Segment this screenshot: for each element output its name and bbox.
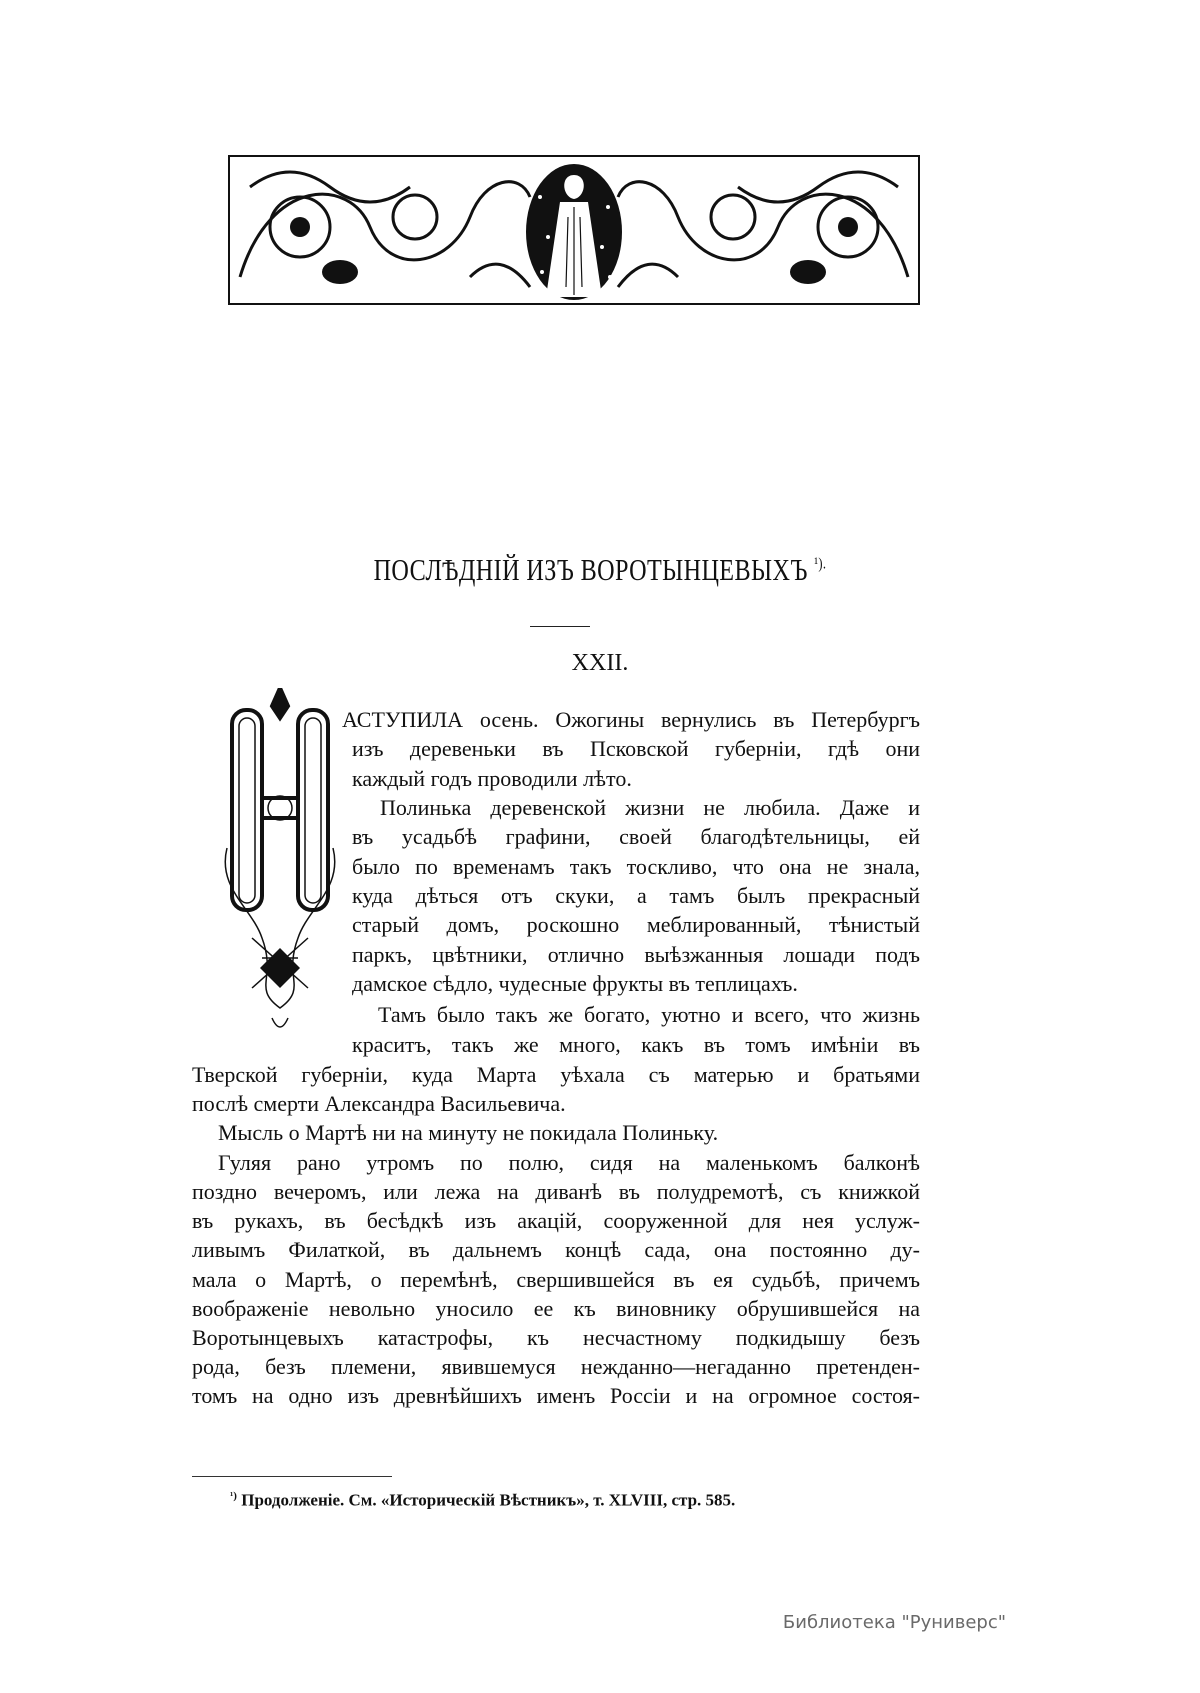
- title-divider: [530, 626, 590, 627]
- text-line: въ усадьбѣ графини, своей благодѣтельницы, ей: [352, 824, 920, 849]
- ornamental-headpiece: [228, 155, 920, 305]
- headpiece-ornament-icon: [230, 157, 918, 303]
- library-watermark: Библиотека "Руниверс": [782, 1612, 1006, 1633]
- title-text: ПОСЛѢДНІЙ ИЗЪ ВОРОТЫНЦЕВЫХЪ: [373, 552, 808, 587]
- ornamental-letter-icon: [222, 688, 340, 1036]
- text-line: Гуляя рано утромъ по полю, сидя на маленькомъ балконѣ: [218, 1150, 920, 1175]
- text-line: изъ деревеньки въ Псковской губерніи, гдѣ они: [352, 736, 920, 761]
- dropcap-initial: [222, 688, 340, 1036]
- text-line: старый домъ, роскошно меблированный, тѣнистый: [352, 912, 920, 937]
- text-line: послѣ смерти Александра Васильевича.: [192, 1091, 566, 1116]
- text-line: мала о Мартѣ, о перемѣнѣ, свершившейся въ ея судьбѣ, причемъ: [192, 1267, 920, 1292]
- text-line: ливымъ Филаткой, въ дальнемъ концѣ сада, она постоянно ду-: [192, 1237, 920, 1262]
- title-footnote-ref: ¹).: [814, 555, 827, 573]
- text-line: томъ на одно изъ древнѣйшихъ именъ Россіи и на огромное состоя-: [192, 1383, 920, 1408]
- article-title: [132, 552, 1068, 588]
- text-line: рода, безъ племени, явившемуся нежданно—негаданно претенден-: [192, 1354, 920, 1379]
- footnote-mark: ¹): [230, 1490, 237, 1502]
- text-line: Тверской губерніи, куда Марта уѣхала съ матерью и братьями: [192, 1062, 920, 1087]
- text-line: дамское сѣдло, чудесные фрукты въ теплицахъ.: [352, 971, 798, 996]
- text-line: АСТУПИЛА осень. Ожогины вернулись въ Петербургъ: [342, 707, 920, 732]
- chapter-number: XXII.: [571, 650, 629, 676]
- text-line: Мысль о Мартѣ ни на минуту не покидала Полиньку.: [218, 1120, 719, 1145]
- text-line: каждый годъ проводили лѣто.: [352, 766, 632, 791]
- text-line: паркъ, цвѣтники, отлично выѣзжанныя лошади подъ: [352, 942, 920, 967]
- text-line: воображеніе невольно уносило ее къ виновнику обрушившейся на: [192, 1296, 920, 1321]
- text-line: поздно вечеромъ, или лежа на диванѣ въ полудремотѣ, съ книжкой: [192, 1179, 920, 1204]
- text-line: Полинька деревенской жизни не любила. Даже и: [380, 795, 920, 820]
- text-line: краситъ, такъ же много, какъ въ томъ имѣніи въ: [352, 1032, 920, 1057]
- text-line: въ рукахъ, въ бесѣдкѣ изъ акацій, сооруженной для нея услуж-: [192, 1208, 920, 1233]
- footnote: [230, 1490, 735, 1511]
- text-line: Воротынцевыхъ катастрофы, къ несчастному подкидышу безъ: [192, 1325, 920, 1350]
- text-line: было по временамъ такъ тоскливо, что она не знала,: [352, 854, 920, 879]
- text-line: куда дѣться отъ скуки, а тамъ былъ прекрасный: [352, 883, 920, 908]
- footnote-divider: [192, 1476, 392, 1477]
- footnote-text: Продолженіе. См. «Историческій Вѣстникъ», т. XLVIII, стр. 585.: [241, 1490, 736, 1510]
- text-line: Тамъ было такъ же богато, уютно и всего, что жизнь: [378, 1002, 920, 1027]
